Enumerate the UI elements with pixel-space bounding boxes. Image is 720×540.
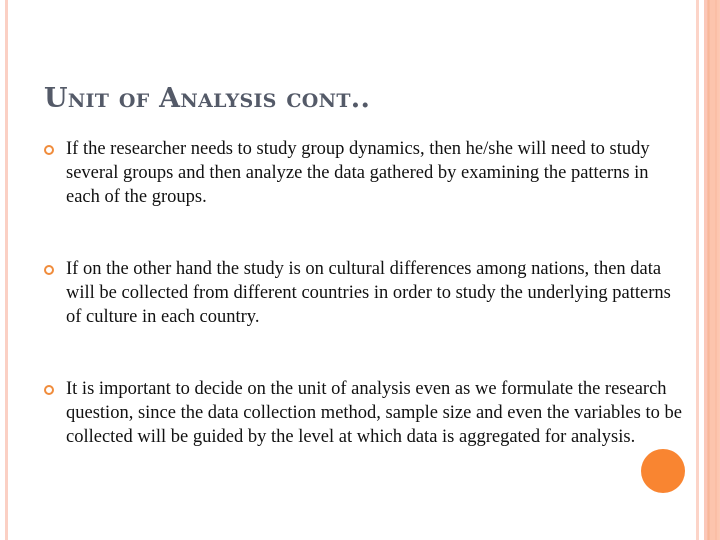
bullet-list	[44, 137, 684, 497]
bullet-item: If on the other hand the study is on cultural differences among nations, then data will be collected from different countries in order to study the underlying patterns of culture in each country.	[44, 257, 684, 329]
slide-title: Unit of Analysis cont..	[44, 83, 371, 114]
bullet-circle-icon	[44, 385, 54, 395]
right-decorative-stripes	[688, 0, 720, 540]
decorative-orange-circle	[641, 449, 685, 493]
bullet-circle-icon	[44, 145, 54, 155]
bullet-item: It is important to decide on the unit of analysis even as we formulate the research question, since the data collection method, sample size and even the variables to be collected will be guided by the level at which data is aggregated for analysis.	[44, 377, 684, 449]
left-border-line	[5, 0, 8, 540]
bullet-item: If the researcher needs to study group dynamics, then he/she will need to study several groups and then analyze the data gathered by examining the patterns in each of the groups.	[44, 137, 684, 209]
bullet-circle-icon	[44, 265, 54, 275]
